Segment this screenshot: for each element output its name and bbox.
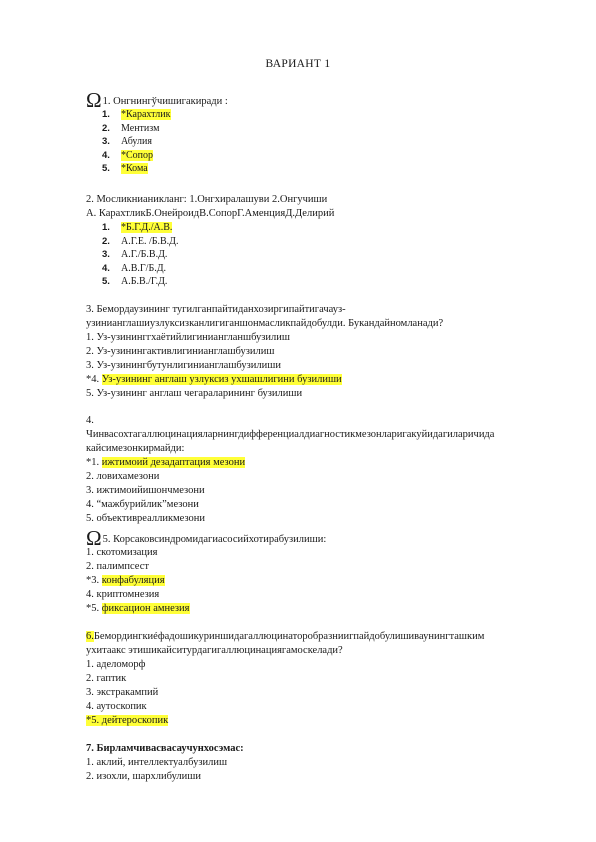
option-item: 4. *Сопор <box>102 149 154 161</box>
question-7-answer-1: 1. аклий, интеллектуалбузилиш <box>86 757 228 768</box>
question-3-answer-4: *4. Уз-узининг англаш узлуксиз ухшашлигини бузилиши <box>86 374 342 385</box>
question-5-answer-1: 1. скотомизация <box>86 547 158 558</box>
question-7-answer-2: 2. изохли, шархлибулиши <box>86 771 201 782</box>
question-6-line-2: ухитаакс этишикайситурдагигаллюцинациягамоскелади? <box>86 645 343 656</box>
question-4-line-1: Чинвасохтагаллюцинацияларнингдифференциалдиагностикмезонларигакуйидагиларичида <box>86 429 495 440</box>
question-5 <box>86 526 327 550</box>
question-4-answer-2: 2. ловихамезони <box>86 471 160 482</box>
question-3-answer-5: 5. Уз-узининг англаш чегараларининг бузилиши <box>86 388 303 399</box>
question-5-text: 5. Корсаковсиндромидагиасосийхотирабузилиши: <box>102 534 327 545</box>
question-4-answer-1: *1. ижтимоий дезадаптация мезони <box>86 457 246 468</box>
question-4-answer-3: 3. ижтимоийишончмезони <box>86 485 205 496</box>
question-3-answer-1: 1. Уз-узининггхаётийлигиниангланшбузилиш <box>86 332 290 343</box>
highlighted-answer: конфабуляция <box>101 575 165 586</box>
question-2-line-1: 2. Мосликнианикланг: 1.Онгхиралашуви 2.Онгучиши <box>86 194 328 205</box>
question-6-answer-5 <box>86 714 168 727</box>
question-5-answer-2: 2. палимпсест <box>86 561 149 572</box>
question-3-line-1: 3. Бемордаузининг тугилганпайтиданхозиргипайтигачауз- <box>86 304 346 315</box>
question-6-answer-3: 3. экстракампий <box>86 687 159 698</box>
option-item: 1. *Карахтлик <box>102 109 171 120</box>
option-item: 5. *Кома <box>102 163 148 175</box>
option-item: 5. А.Б.В./Г.Д. <box>102 276 168 288</box>
question-6-answer-4: 4. аутоскопик <box>86 701 147 712</box>
page-title: ВАРИАНТ 1 <box>265 58 331 70</box>
question-2-line-2: А. КарахтликБ.ОнейроидВ.СопорГ.АменцияД.Делирий <box>86 208 335 219</box>
question-1 <box>86 88 228 112</box>
question-1-text: 1. Онгнингўчишигакиради : <box>102 96 228 107</box>
omega-icon: Ω <box>86 526 102 550</box>
question-3-answer-2: 2. Уз-узинингактивлигинианглашбузилиш <box>86 346 275 357</box>
option-item: 3. Абулия <box>102 136 152 148</box>
highlighted-answer: Уз-узининг англаш узлуксиз ухшашлигини бузилиши <box>101 374 342 385</box>
question-5-answer-5: *5. фиксацион амнезия <box>86 603 190 614</box>
highlighted-answer: фиксацион амнезия <box>101 603 190 614</box>
question-4-number: 4. <box>86 415 94 426</box>
option-item: 1. *Б.Г.Д./А.В. <box>102 222 173 233</box>
option-item: 4. А.В.Г/Б.Д. <box>102 262 167 274</box>
question-6-answer-2: 2. гаптик <box>86 673 127 684</box>
question-6-number: 6. <box>86 631 94 642</box>
question-5-answer-4: 4. криптомнезия <box>86 589 160 600</box>
question-4-answer-5: 5. объективреалликмезони <box>86 513 206 524</box>
option-item: 2. Ментизм <box>102 122 160 134</box>
question-7-title: 7. Бирламчивасвасаучунхосэмас: <box>86 743 244 754</box>
question-3-line-2: узинианглашиузлуксизканлигиганшонмасликпайдобулди. Букандайномланади? <box>86 318 444 329</box>
question-3-answer-3: 3. Уз-узинингбутунлигинианглашбузилиши <box>86 360 281 371</box>
omega-icon: Ω <box>86 88 102 112</box>
question-2-options <box>102 221 179 289</box>
option-item: 2. А.Г.Е. /Б.В.Д. <box>102 235 179 247</box>
question-6-answer-1: 1. аделоморф <box>86 659 146 670</box>
question-1-options <box>102 108 171 176</box>
highlighted-answer: ижтимоий дезадаптация мезони <box>101 457 246 468</box>
question-5-answer-3: *3. конфабуляция <box>86 575 165 586</box>
question-4-line-2: кайсимезонкирмайди: <box>86 443 185 454</box>
option-item: 3. А.Г./Б.В.Д. <box>102 249 168 261</box>
highlighted-answer: *5. дейтероскопик <box>86 715 169 726</box>
question-4-answer-4: 4. “мажбурийлик”мезони <box>86 499 199 510</box>
question-6-line-1: 6.Бемордингкиéфадошикуриншидагаллюцинаторобразниигпайдобулишиваунингташким <box>86 631 485 642</box>
